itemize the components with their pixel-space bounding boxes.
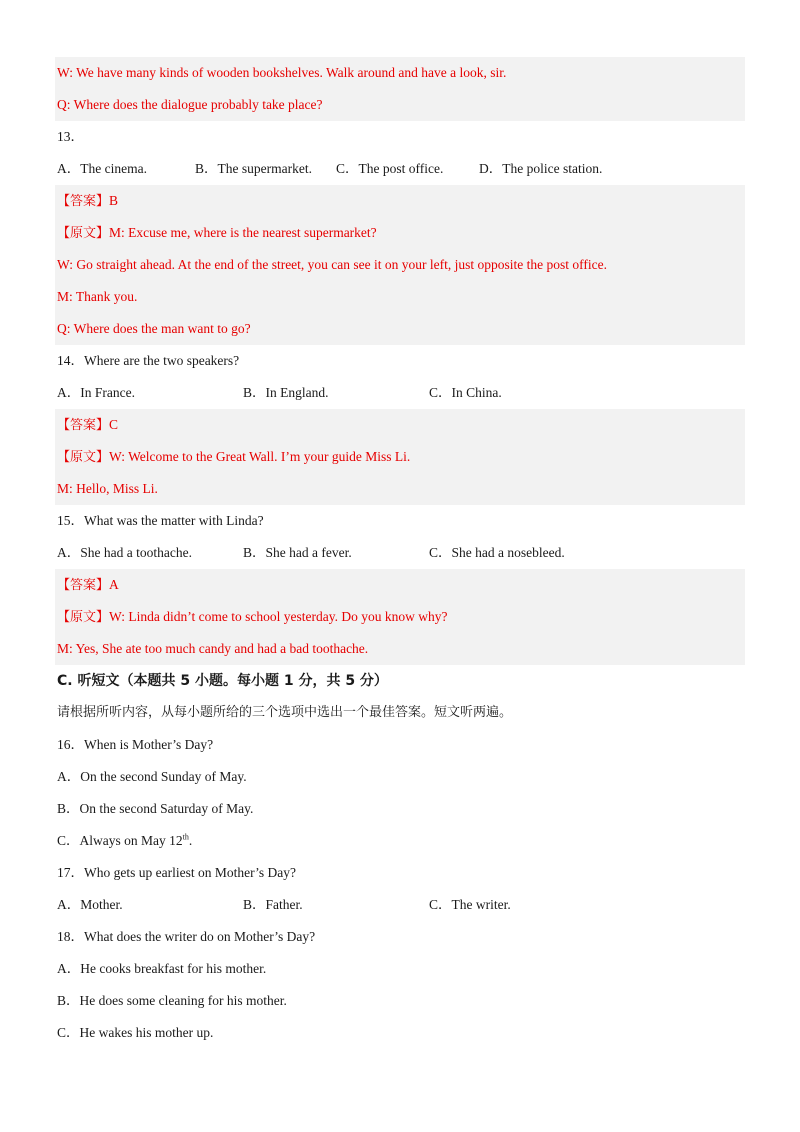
q12-script-line-w: W: We have many kinds of wooden bookshelves. Walk around and have a look, sir. <box>55 57 745 89</box>
document-page <box>55 57 745 1049</box>
q13-option-a: A．The cinema. <box>57 161 147 176</box>
q14-answer-value: C <box>109 417 119 432</box>
q14-question: 14．Where are the two speakers? <box>57 353 240 368</box>
q14-option-c: C．In China. <box>429 385 502 400</box>
q12-script-line-q: Q: Where does the dialogue probably take place? <box>55 89 745 121</box>
q15-options <box>55 537 745 569</box>
q13-number: 13． <box>57 129 84 144</box>
q13-script-tag: 【原文】 <box>57 226 110 241</box>
q15-script-text-1: W: Linda didn’t come to school yesterday. Do you know why? <box>109 609 448 624</box>
q13-option-b: B．The supermarket. <box>195 161 312 176</box>
q15-answer <box>55 569 745 601</box>
q16-option-c-end: . <box>188 833 193 848</box>
q13-answer-value: B <box>109 193 119 208</box>
q13-script-line-4: Q: Where does the man want to go? <box>55 313 745 345</box>
q15-option-b: B．She had a fever. <box>243 545 352 560</box>
q13-script-line-2: W: Go straight ahead. At the end of the street, you can see it on your left, just opposite the post office. <box>55 249 745 281</box>
q17-option-c: C．The writer. <box>429 897 511 912</box>
q14-script-line-1 <box>55 441 745 473</box>
q16-option-b: B．On the second Saturday of May. <box>57 801 254 816</box>
q14-answer-tag: 【答案】 <box>57 418 110 433</box>
q18-option-c: C．He wakes his mother up. <box>57 1025 214 1040</box>
q16-option-c <box>55 825 745 857</box>
q17-option-a: A．Mother. <box>57 897 123 912</box>
q15-script-line-1 <box>55 601 745 633</box>
q18-option-b: B．He does some cleaning for his mother. <box>57 993 287 1008</box>
q14-option-a: A．In France. <box>57 385 135 400</box>
section-c-instruction: 请根据所听内容，从每小题所给的三个选项中选出一个最佳答案。短文听两遍。 <box>57 705 513 720</box>
q15-option-a: A．She had a toothache. <box>57 545 192 560</box>
q16-option-c-text: C．Always on May 12 <box>57 833 183 848</box>
q13-answer <box>55 185 745 217</box>
section-c-title: C. 听短文（本题共 5 小题。每小题 1 分，共 5 分） <box>57 673 388 689</box>
q14-script-tag: 【原文】 <box>57 450 110 465</box>
q17-options <box>55 889 745 921</box>
q13-options <box>55 153 745 185</box>
q16-option-a: A．On the second Sunday of May. <box>57 769 247 784</box>
q16-option-c-sup: th <box>182 832 189 842</box>
q15-question: 15．What was the matter with Linda? <box>57 513 264 528</box>
q14-options <box>55 377 745 409</box>
q15-answer-tag: 【答案】 <box>57 578 110 593</box>
q14-script-line-2: M: Hello, Miss Li. <box>55 473 745 505</box>
q18-question: 18．What does the writer do on Mother’s Day? <box>57 929 316 944</box>
q13-script-line-1 <box>55 217 745 249</box>
q14-option-b: B．In England. <box>243 385 329 400</box>
q15-answer-value: A <box>109 577 119 592</box>
q17-question: 17．Who gets up earliest on Mother’s Day? <box>57 865 296 880</box>
q13-option-d: D．The police station. <box>479 161 603 176</box>
q13-answer-tag: 【答案】 <box>57 194 110 209</box>
q13-option-c: C．The post office. <box>336 161 444 176</box>
q14-script-text-1: W: Welcome to the Great Wall. I’m your guide Miss Li. <box>109 449 411 464</box>
q16-question: 16．When is Mother’s Day? <box>57 737 214 752</box>
q15-option-c: C．She had a nosebleed. <box>429 545 565 560</box>
q18-option-a: A．He cooks breakfast for his mother. <box>57 961 267 976</box>
q14-answer <box>55 409 745 441</box>
q13-script-line-3: M: Thank you. <box>55 281 745 313</box>
q15-script-tag: 【原文】 <box>57 610 110 625</box>
q15-script-line-2: M: Yes, She ate too much candy and had a bad toothache. <box>55 633 745 665</box>
q13-script-text-1: M: Excuse me, where is the nearest supermarket? <box>109 225 377 240</box>
q17-option-b: B．Father. <box>243 897 303 912</box>
